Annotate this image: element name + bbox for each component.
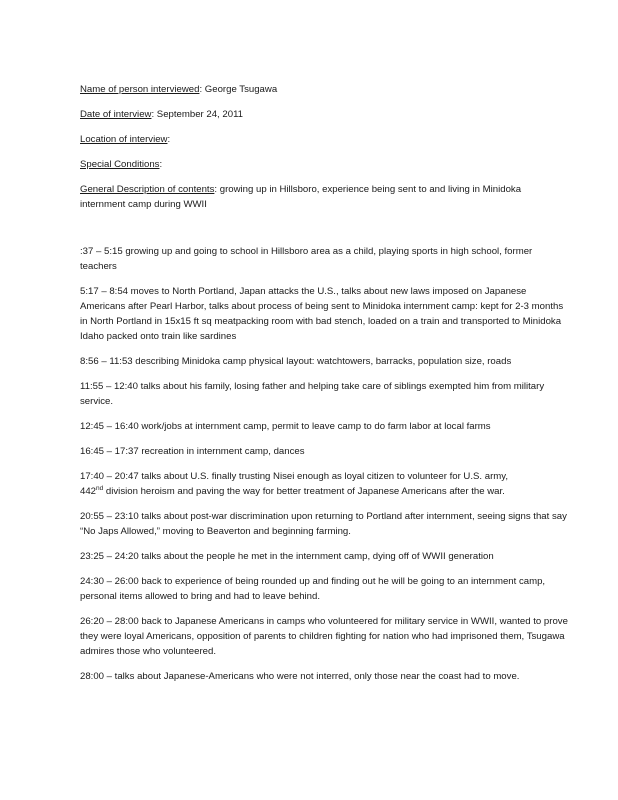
timestamp-entry: 28:00 – talks about Japanese-Americans who were not interred, only those near the coast had to move. xyxy=(80,671,520,682)
description-line: General Description of contents: growing up in Hillsboro, experience being sent to and living in Minidoka internment camp during WWII xyxy=(80,184,522,210)
timestamp-entry: 5:17 – 8:54 moves to North Portland, Japan attacks the U.S., talks about new laws imposed on Japanese Americans after Pearl Harbor, talks about process of being sent to Minidoka internment camp: kept for 2-3 months in North Portland in 15x15 ft sq meatpacking room with bad stench, loaded on a train and transported to Minidoka Idaho packed onto train like sardines xyxy=(80,286,564,342)
section-spacer xyxy=(80,222,568,244)
timestamp-entry: 23:25 – 24:20 talks about the people he met in the internment camp, dying off of WWII generation xyxy=(80,551,494,562)
location-label: Location of interview xyxy=(80,134,168,145)
special-conditions-label: Special Conditions xyxy=(80,159,160,170)
interviewee-value: George Tsugawa xyxy=(204,84,278,95)
interviewee-line: Name of person interviewed: George Tsugawa xyxy=(80,84,278,95)
date-line: Date of interview: September 24, 2011 xyxy=(80,109,244,120)
timestamp-entry: 16:45 – 17:37 recreation in internment camp, dances xyxy=(80,446,305,457)
timestamp-entry: 26:20 – 28:00 back to Japanese Americans in camps who volunteered for military service in WWII, wanted to prove they were loyal Americans, opposition of parents to children fighting for nation who had imprisoned them, Tsugawa admires those who volunteered. xyxy=(80,616,568,657)
timestamp-entry: :37 – 5:15 growing up and going to school in Hillsboro area as a child, playing sports in high school, former teachers xyxy=(80,246,533,272)
special-conditions-line: Special Conditions: xyxy=(80,159,163,170)
entry-text: division heroism and paving the way for better treatment of Japanese Americans after the war. xyxy=(105,486,505,497)
entry-text: 17:40 – 20:47 talks about U.S. finally trusting Nisei enough as loyal citizen to volunteer for U.S. army, xyxy=(80,471,509,482)
date-label: Date of interview xyxy=(80,109,152,120)
date-value: September 24, 2011 xyxy=(156,109,244,120)
description-label: General Description of contents xyxy=(80,184,215,195)
ordinal-number: 442 xyxy=(80,486,97,497)
location-line: Location of interview: xyxy=(80,134,171,145)
interviewee-label: Name of person interviewed xyxy=(80,84,200,95)
timestamp-entry: 11:55 – 12:40 talks about his family, losing father and helping take care of siblings exempted him from military service. xyxy=(80,381,545,407)
ordinal-suffix: nd xyxy=(96,484,104,492)
timestamp-entry: 24:30 – 26:00 back to experience of being rounded up and finding out he will be going to an internment camp, personal items allowed to bring and had to leave behind. xyxy=(80,576,546,602)
description-value: growing up in Hillsboro, experience being sent to and living in Minidoka internment camp during WWII xyxy=(80,184,522,210)
timestamp-entry: 20:55 – 23:10 talks about post-war discrimination upon returning to Portland after internment, seeing signs that say “No Japs Allowed,” moving to Beaverton and beginning farming. xyxy=(80,511,567,537)
timestamp-entry: 8:56 – 11:53 describing Minidoka camp physical layout: watchtowers, barracks, population size, roads xyxy=(80,356,512,367)
timestamp-entry xyxy=(80,469,568,499)
timestamp-entry: 12:45 – 16:40 work/jobs at internment camp, permit to leave camp to do farm labor at local farms xyxy=(80,421,491,432)
